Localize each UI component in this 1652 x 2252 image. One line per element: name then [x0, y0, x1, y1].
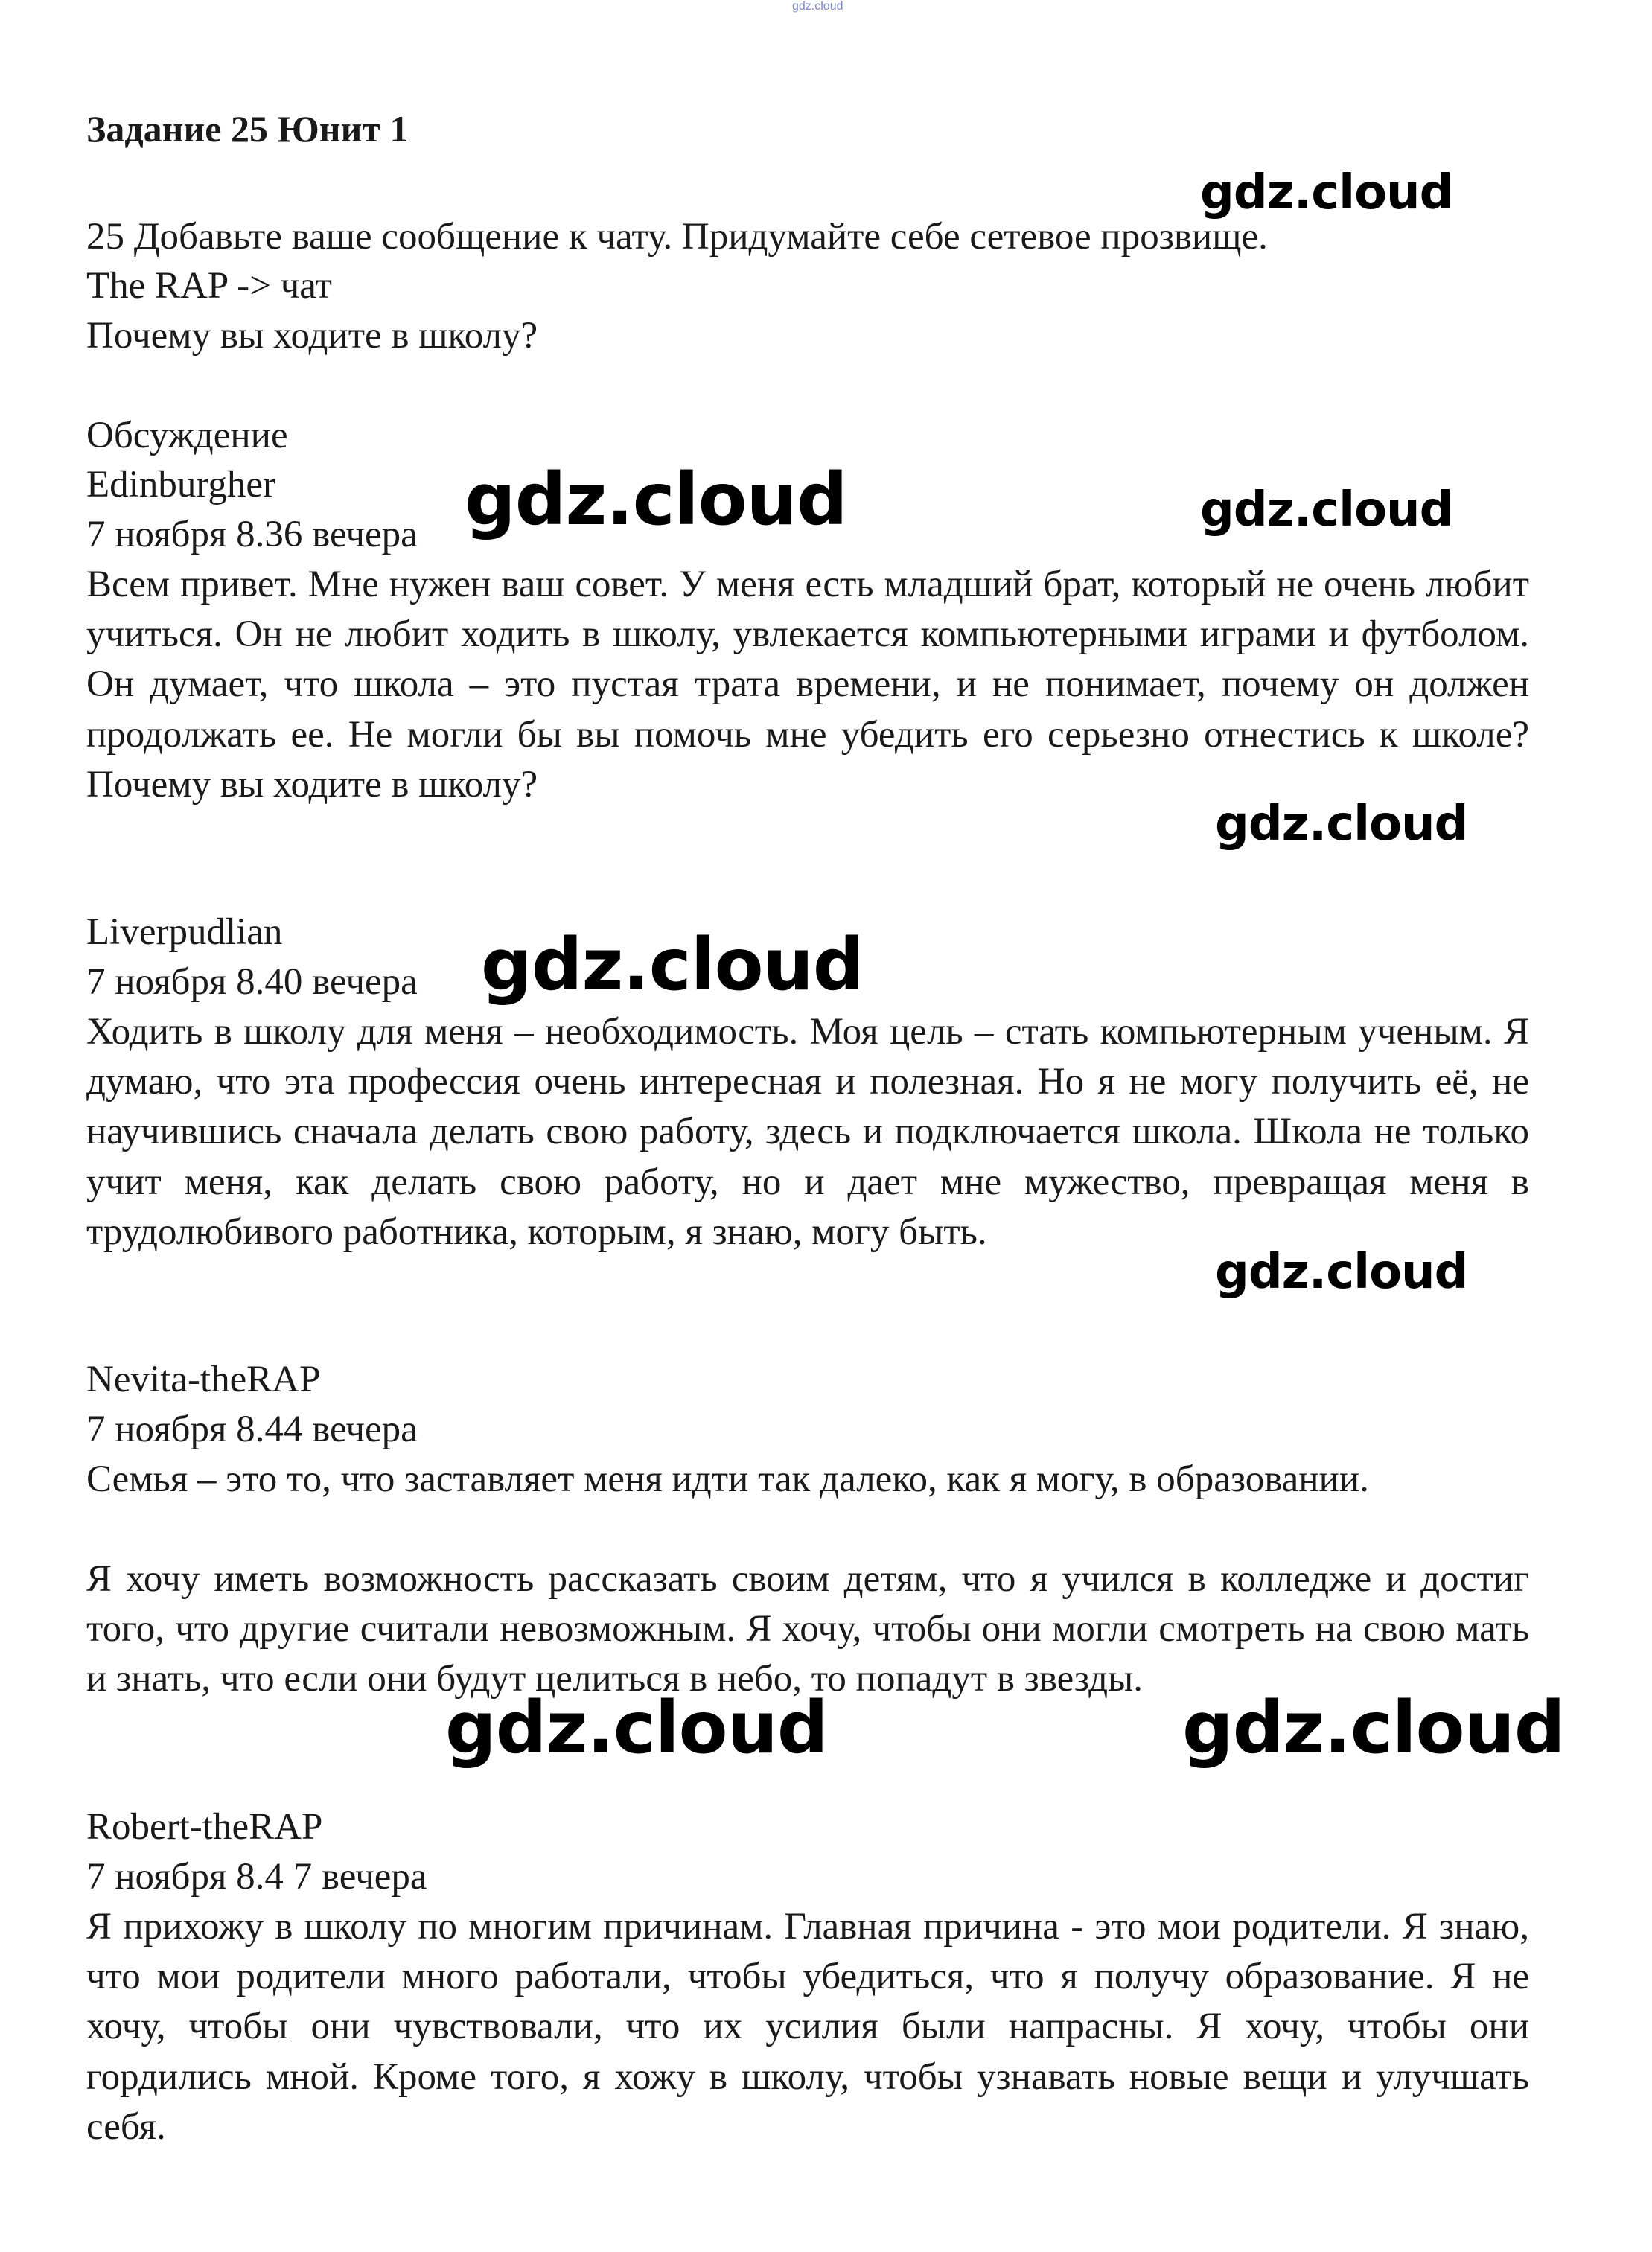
post-author: Nevita-theRAP — [86, 1359, 321, 1400]
post-author: Liverpudlian — [86, 911, 283, 953]
post-time: 7 ноября 8.4 7 вечера — [86, 1856, 427, 1898]
post-text-continued: Я хочу иметь возможность рассказать своим детям, что я учился в колледже и достиг того, что другие считали невозможным. Я хочу, чтобы они могли смотреть на свою мать и знать, что если они будут целиться в небо, то попадут в звезды. — [86, 1558, 1529, 1700]
watermark: gdz.cloud — [1215, 1245, 1468, 1300]
watermark: gdz.cloud — [445, 1686, 828, 1770]
watermark: gdz.cloud — [1200, 482, 1453, 538]
post-text: Ходить в школу для меня – необходимость. Моя цель – стать компьютерным ученым. Я думаю, что эта профессия очень интересная и полезная. Но я не могу получить её, не научившись сначала делать свою работу, здесь и подключается школа. Школа не только учит меня, как делать свою работу, но и дает мне мужество, превращая меня в трудолюбивого работника, которым, я знаю, могу быть. — [86, 1011, 1529, 1253]
post-author: Edinburgher — [86, 464, 276, 505]
post-author: Robert-theRAP — [86, 1806, 323, 1848]
discussion-heading: Обсуждение — [86, 415, 288, 456]
task-question: Почему вы ходите в школу? — [86, 315, 538, 357]
watermark: gdz.cloud — [1200, 165, 1453, 220]
post-text: Я прихожу в школу по многим причинам. Главная причина - это мои родители. Я знаю, что мои родители много работали, чтобы убедиться, что я получу образование. Я не хочу, чтобы они чувствовали, что их усилия были напрасны. Я хочу, чтобы они гордились мной. Кроме того, я хожу в школу, чтобы узнавать новые вещи и улучшать себя. — [86, 1906, 1529, 2148]
post-time: 7 ноября 8.36 вечера — [86, 514, 418, 555]
post-time: 7 ноября 8.44 вечера — [86, 1409, 418, 1450]
watermark: gdz.cloud — [465, 458, 847, 541]
page-title: Задание 25 Юнит 1 — [86, 108, 409, 150]
top-watermark: gdz.cloud — [792, 0, 843, 13]
post-time: 7 ноября 8.40 вечера — [86, 961, 418, 1003]
watermark: gdz.cloud — [1182, 1686, 1565, 1770]
watermark: gdz.cloud — [1215, 797, 1468, 852]
post-text: Семья – это то, что заставляет меня идти так далеко, как я могу, в образовании. — [86, 1458, 1369, 1500]
task-subtitle: The RAP -> чат — [86, 265, 332, 307]
watermark: gdz.cloud — [481, 923, 864, 1007]
post-text: Всем привет. Мне нужен ваш совет. У меня есть младший брат, который не очень любит учиться. Он не любит ходить в школу, увлекается компьютерными играми и футболом. Он думает, что школа – это пустая трата времени, и не понимает, почему он должен продолжать ее. Не могли бы вы помочь мне убедить его серьезно отнестись к школе? Почему вы ходите в школу? — [86, 564, 1529, 806]
task-instruction: 25 Добавьте ваше сообщение к чату. Придумайте себе сетевое прозвище. — [86, 216, 1268, 258]
